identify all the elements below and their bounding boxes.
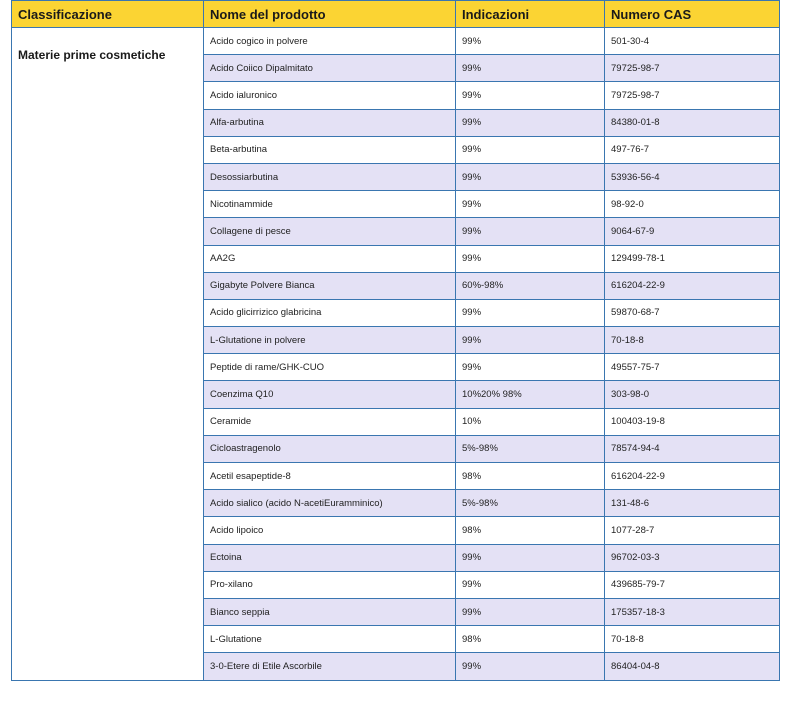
product-name-cell: Coenzima Q10 bbox=[204, 381, 456, 408]
indication-cell: 10%20% 98% bbox=[456, 381, 605, 408]
product-name-cell: Bianco seppia bbox=[204, 598, 456, 625]
product-name-cell: Acido Coiico Dipalmitato bbox=[204, 55, 456, 82]
cas-number-cell: 175357-18-3 bbox=[605, 598, 780, 625]
header-indications: Indicazioni bbox=[456, 1, 605, 28]
cas-number-cell: 98-92-0 bbox=[605, 191, 780, 218]
product-name-cell: Collagene di pesce bbox=[204, 218, 456, 245]
indication-cell: 99% bbox=[456, 109, 605, 136]
indication-cell: 99% bbox=[456, 55, 605, 82]
cas-number-cell: 100403-19-8 bbox=[605, 408, 780, 435]
product-name-cell: Ectoina bbox=[204, 544, 456, 571]
cas-number-cell: 439685-79-7 bbox=[605, 571, 780, 598]
indication-cell: 99% bbox=[456, 245, 605, 272]
product-name-cell: Acido glicirrizico glabricina bbox=[204, 299, 456, 326]
indication-cell: 99% bbox=[456, 163, 605, 190]
product-name-cell: Pro-xilano bbox=[204, 571, 456, 598]
cas-number-cell: 303-98-0 bbox=[605, 381, 780, 408]
indication-cell: 99% bbox=[456, 82, 605, 109]
indication-cell: 99% bbox=[456, 28, 605, 55]
product-name-cell: Alfa-arbutina bbox=[204, 109, 456, 136]
cas-number-cell: 616204-22-9 bbox=[605, 272, 780, 299]
cas-number-cell: 96702-03-3 bbox=[605, 544, 780, 571]
cas-number-cell: 53936-56-4 bbox=[605, 163, 780, 190]
indication-cell: 99% bbox=[456, 544, 605, 571]
cas-number-cell: 70-18-8 bbox=[605, 327, 780, 354]
indication-cell: 10% bbox=[456, 408, 605, 435]
product-name-cell: Desossiarbutina bbox=[204, 163, 456, 190]
indication-cell: 99% bbox=[456, 598, 605, 625]
indication-cell: 98% bbox=[456, 463, 605, 490]
cas-number-cell: 79725-98-7 bbox=[605, 82, 780, 109]
indication-cell: 98% bbox=[456, 517, 605, 544]
indication-cell: 99% bbox=[456, 653, 605, 680]
product-name-cell: Acido sialico (acido N-acetiEuramminico) bbox=[204, 490, 456, 517]
header-classification: Classificazione bbox=[12, 1, 204, 28]
indication-cell: 98% bbox=[456, 626, 605, 653]
table-row bbox=[12, 28, 780, 55]
cas-number-cell: 79725-98-7 bbox=[605, 55, 780, 82]
product-name-cell: Acido cogico in polvere bbox=[204, 28, 456, 55]
indication-cell: 60%-98% bbox=[456, 272, 605, 299]
product-name-cell: Acido lipoico bbox=[204, 517, 456, 544]
cas-number-cell: 501-30-4 bbox=[605, 28, 780, 55]
cas-number-cell: 86404-04-8 bbox=[605, 653, 780, 680]
indication-cell: 99% bbox=[456, 327, 605, 354]
cas-number-cell: 497-76-7 bbox=[605, 136, 780, 163]
cas-number-cell: 131-48-6 bbox=[605, 490, 780, 517]
product-name-cell: Peptide di rame/GHK-CUO bbox=[204, 354, 456, 381]
indication-cell: 99% bbox=[456, 218, 605, 245]
indication-cell: 5%-98% bbox=[456, 490, 605, 517]
product-name-cell: Acetil esapeptide-8 bbox=[204, 463, 456, 490]
indication-cell: 5%-98% bbox=[456, 435, 605, 462]
cas-number-cell: 70-18-8 bbox=[605, 626, 780, 653]
product-name-cell: Ceramide bbox=[204, 408, 456, 435]
indication-cell: 99% bbox=[456, 354, 605, 381]
cas-number-cell: 1077-28-7 bbox=[605, 517, 780, 544]
product-name-cell: Nicotinammide bbox=[204, 191, 456, 218]
product-name-cell: Gigabyte Polvere Bianca bbox=[204, 272, 456, 299]
header-row bbox=[12, 1, 780, 28]
product-name-cell: AA2G bbox=[204, 245, 456, 272]
header-cas-number: Numero CAS bbox=[605, 1, 780, 28]
indication-cell: 99% bbox=[456, 299, 605, 326]
indication-cell: 99% bbox=[456, 136, 605, 163]
cas-number-cell: 78574-94-4 bbox=[605, 435, 780, 462]
product-name-cell: L-Glutatione bbox=[204, 626, 456, 653]
product-name-cell: L-Glutatione in polvere bbox=[204, 327, 456, 354]
cas-number-cell: 49557-75-7 bbox=[605, 354, 780, 381]
cas-number-cell: 9064-67-9 bbox=[605, 218, 780, 245]
product-table bbox=[11, 0, 780, 681]
product-name-cell: Beta-arbutina bbox=[204, 136, 456, 163]
cas-number-cell: 84380-01-8 bbox=[605, 109, 780, 136]
cas-number-cell: 129499-78-1 bbox=[605, 245, 780, 272]
indication-cell: 99% bbox=[456, 191, 605, 218]
classification-cell: Materie prime cosmetiche bbox=[12, 28, 204, 681]
cas-number-cell: 59870-68-7 bbox=[605, 299, 780, 326]
cas-number-cell: 616204-22-9 bbox=[605, 463, 780, 490]
product-name-cell: Acido ialuronico bbox=[204, 82, 456, 109]
product-name-cell: 3-0-Etere di Etile Ascorbile bbox=[204, 653, 456, 680]
header-product-name: Nome del prodotto bbox=[204, 1, 456, 28]
indication-cell: 99% bbox=[456, 571, 605, 598]
product-name-cell: Cicloastragenolo bbox=[204, 435, 456, 462]
